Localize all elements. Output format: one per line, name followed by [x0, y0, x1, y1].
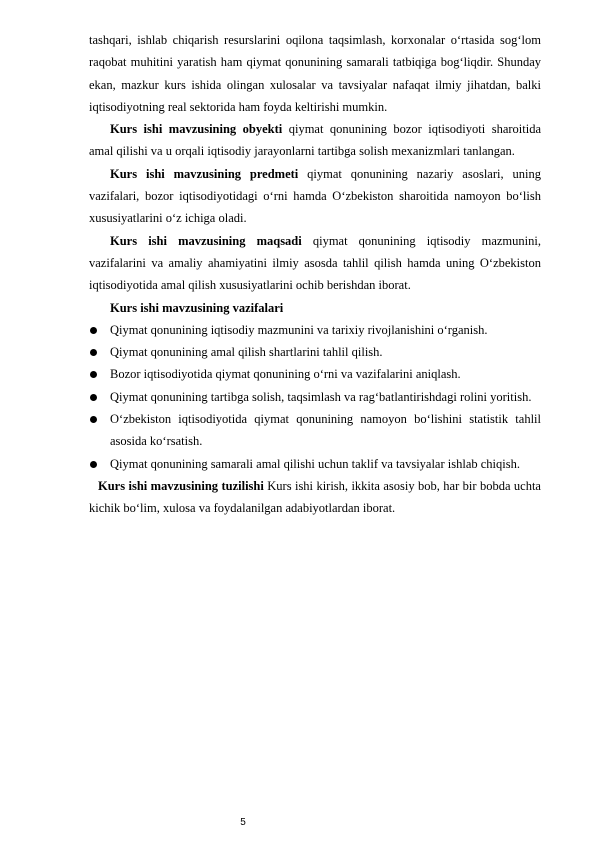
task-text: O‘zbekiston iqtisodiyotida qiymat qonunining namoyon bo‘lishini statistik tahlil asosida ko‘rsatish.: [110, 412, 541, 449]
task-item: [89, 319, 541, 341]
tasks-list: [89, 319, 541, 475]
task-item: [89, 408, 541, 453]
intro-paragraph: tashqari, ishlab chiqarish resurslarini oqilona taqsimlash, korxonalar o‘rtasida sog‘lom raqobat muhitini yaratish ham qiymat qonunining samarali tatbiqiga bog‘liqdir. Shunday ekan, mazkur kurs ishida olingan xulosalar va tavsiyalar nafaqat ilmiy jihatdan, balki iqtisodiyotning real sektorida ham foyda keltirishi mumkin.: [89, 33, 541, 114]
task-text: Qiymat qonunining amal qilish shartlarini tahlil qilish.: [110, 345, 383, 360]
bullet-icon: [90, 371, 97, 378]
aim-label: Kurs ishi mavzusining maqsadi: [110, 233, 302, 248]
structure-text: Kurs ishi kirish, ikkita asosiy bob, har bir bobda uchta kichik bo‘lim, xulosa va foydalanilgan adabiyotlardan iborat.: [89, 478, 541, 516]
task-text: Qiymat qonunining samarali amal qilishi uchun taklif va tavsiyalar ishlab chiqish.: [110, 456, 520, 471]
subject-paragraph: [89, 163, 541, 230]
object-label: Kurs ishi mavzusining obyekti: [110, 122, 283, 137]
structure-label: Kurs ishi mavzusining tuzilishi: [98, 478, 264, 493]
task-item: [89, 341, 541, 363]
bullet-icon: [90, 349, 97, 356]
aim-paragraph: [89, 230, 541, 297]
task-text: Bozor iqtisodiyotida qiymat qonunining o‘rni va vazifalarini aniqlash.: [110, 367, 461, 382]
subject-text: qiymat qonunining nazariy asoslari, uning vazifalari, bozor iqtisodiyotidagi o‘rni hamda O‘zbekiston sharoitida namoyon bo‘lish xususiyatlarini o‘z ichiga oladi.: [89, 166, 541, 226]
task-text: Qiymat qonunining tartibga solish, taqsimlash va rag‘batlantirishdagi rolini yoritish.: [110, 389, 532, 404]
task-item: [89, 386, 541, 408]
bullet-icon: [90, 394, 97, 401]
task-text: Qiymat qonunining iqtisodiy mazmunini va tarixiy rivojlanishini o‘rganish.: [110, 322, 488, 337]
structure-paragraph: [89, 475, 541, 520]
tasks-heading: Kurs ishi mavzusining vazifalari: [110, 300, 284, 315]
object-text: qiymat qonunining bozor iqtisodiyoti sharoitida amal qilishi va u orqali iqtisodiy jarayonlarni tartibga solish mexanizmlari tanlangan.: [89, 122, 541, 159]
task-item: [89, 363, 541, 385]
bullet-icon: [90, 327, 97, 334]
document-page: [89, 29, 541, 520]
object-paragraph: [89, 118, 541, 163]
bullet-icon: [90, 461, 97, 468]
page-number: 5: [240, 817, 246, 828]
subject-label: Kurs ishi mavzusining predmeti: [110, 166, 299, 181]
bullet-icon: [90, 416, 97, 423]
task-item: [89, 453, 541, 475]
aim-text: qiymat qonunining iqtisodiy mazmunini, vazifalarini va amaliy ahamiyatini ilmiy asosda tahlil qilish hamda uning O‘zbekiston iqtisodiyotida amal qilish xususiyatlarini ochib berishdan iborat.: [89, 233, 541, 293]
